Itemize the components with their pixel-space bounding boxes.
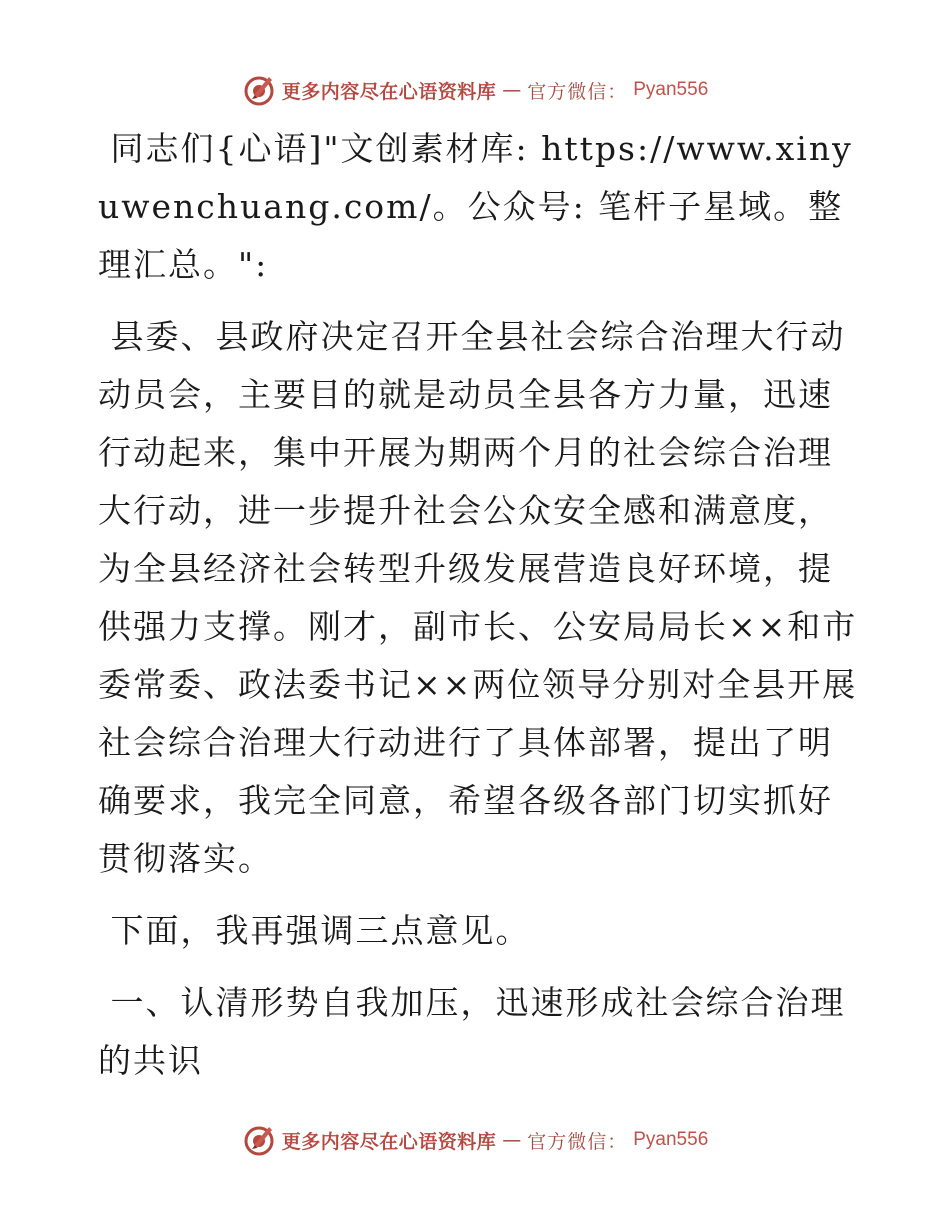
paragraph-transition: 下面，我再强调三点意见。 (98, 911, 531, 950)
document-body (98, 120, 858, 1104)
quill-logo-icon (242, 1123, 276, 1157)
banner-wechat-id: Pyan556 (633, 79, 709, 100)
quill-logo-icon (242, 73, 276, 107)
paragraph-salutation: 同志们{心语]"文创素材库: https://www.xinyuwenchuang.com/。公众号: 笔杆子星域。整理汇总。": (98, 129, 853, 284)
banner-wechat-id: Pyan556 (633, 1129, 709, 1150)
banner-separator: — (502, 1129, 522, 1151)
paragraph-section-heading: 一、认清形势自我加压，迅速形成社会综合治理的共识 (98, 983, 846, 1080)
banner-wechat-label: 官方微信： (527, 80, 628, 103)
footer-banner (0, 1120, 950, 1160)
banner-separator: — (502, 79, 522, 101)
paragraph-intro: 县委、县政府决定召开全县社会综合治理大行动动员会，主要目的就是动员全县各方力量，迅速行动起来，集中开展为期两个月的社会综合治理大行动，进一步提升社会公众安全感和满意度，为全县经济社会转型升级发展营造良好环境，提供强力支撑。刚才，副市长、公安局局长××和市委常委、政法委书记××两位领导分别对全县开展社会综合治理大行动进行了具体部署，提出了明确要求，我完全同意，希望各级各部门切实抓好贯彻落实。 (98, 317, 858, 878)
banner-wechat-label: 官方微信： (527, 1130, 628, 1153)
banner-brand: 更多内容尽在心语资料库 (281, 80, 497, 103)
banner-brand: 更多内容尽在心语资料库 (281, 1130, 497, 1153)
header-banner (0, 70, 950, 110)
